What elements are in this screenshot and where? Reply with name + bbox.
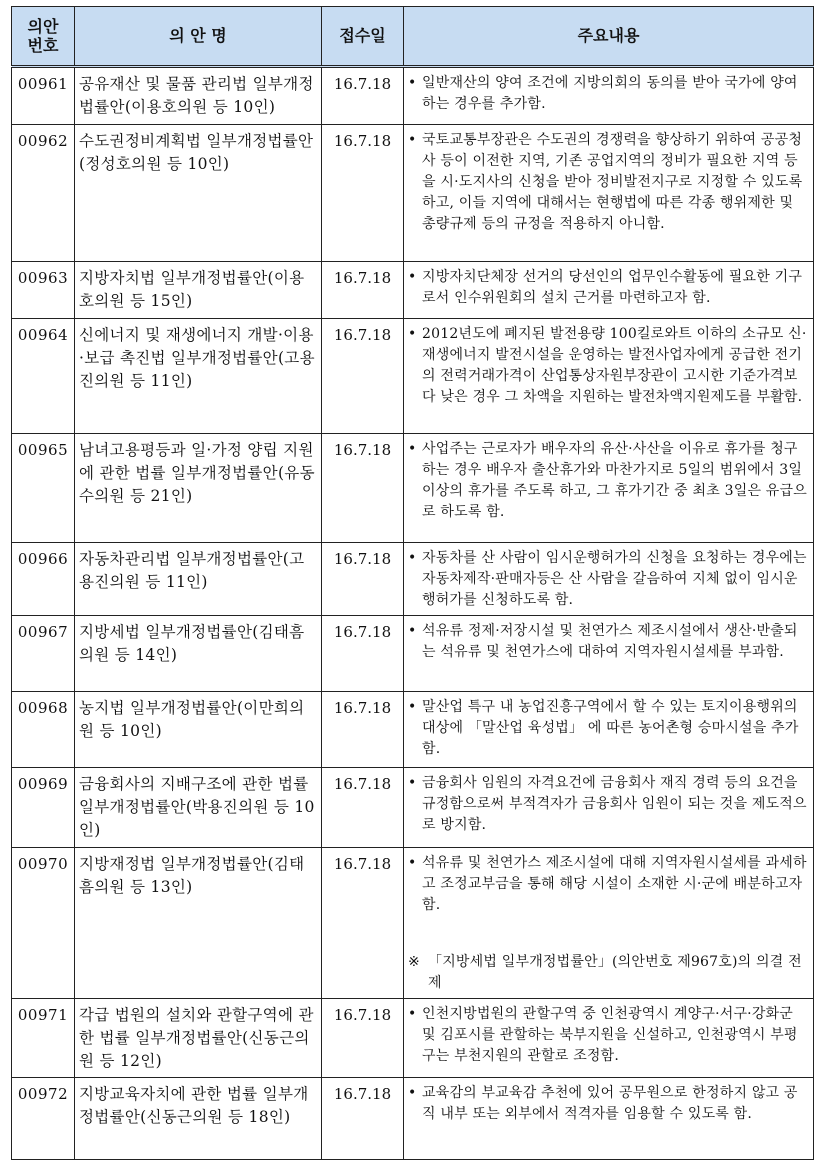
bullet-icon: • (408, 550, 417, 566)
table-row (12, 67, 814, 125)
main-content (404, 125, 814, 262)
bill-number: 00964 (12, 319, 75, 434)
bill-number: 00961 (12, 67, 75, 125)
bullet-icon: • (408, 132, 417, 148)
bill-name: 자동차관리법 일부개정법률안(고용진의원 등 11인) (75, 543, 322, 616)
main-content (404, 848, 814, 999)
content-text: 교육감의 부교육감 추천에 있어 공무원으로 한정하지 않고 공직 내부 또는 외부에서 적격자를 임용할 수 있도록 함. (422, 1085, 798, 1122)
bullet-icon: • (408, 1006, 417, 1022)
table-row (12, 319, 814, 434)
bill-name: 공유재산 및 물품 관리법 일부개정법률안(이용호의원 등 10인) (75, 67, 322, 125)
main-content (404, 67, 814, 125)
bill-number: 00967 (12, 616, 75, 692)
content-text: 인천지방법원의 관할구역 중 인천광역시 계양구·서구·강화군 및 김포시를 관할하는 북부지원을 신설하고, 인천광역시 부평구는 부천지원의 관할로 조정함. (422, 1006, 798, 1064)
bill-table-container (11, 6, 813, 1160)
bill-number: 00968 (12, 692, 75, 768)
main-content (404, 1078, 814, 1160)
bill-name: 수도권정비계획법 일부개정법률안(정성호의원 등 10인) (75, 125, 322, 262)
bullet-icon: • (408, 775, 417, 791)
bill-name: 지방교육자치에 관한 법률 일부개정법률안(신동근의원 등 18인) (75, 1078, 322, 1160)
bill-number: 00965 (12, 434, 75, 543)
bill-name: 지방세법 일부개정법률안(김태흠의원 등 14인) (75, 616, 322, 692)
received-date: 16.7.18 (322, 768, 404, 848)
content-text: 금융회사 임원의 자격요건에 금융회사 재직 경력 등의 요건을 규정함으로써 부적격자가 금융회사 임원이 되는 것을 제도적으로 방지함. (422, 775, 807, 833)
bill-name: 각급 법원의 설치와 관할구역에 관한 법률 일부개정법률안(신동근의원 등 12인) (75, 999, 322, 1078)
table-row (12, 434, 814, 543)
content-text: 석유류 및 천연가스 제조시설에 대해 지역자원시설세를 과세하고 조정교부금을 통해 해당 시설이 소재한 시·군에 배분하고자 함. (422, 855, 807, 913)
main-content (404, 319, 814, 434)
main-content (404, 543, 814, 616)
table-row (12, 999, 814, 1078)
bill-number: 00969 (12, 768, 75, 848)
main-content (404, 999, 814, 1078)
content-text: 사업주는 근로자가 배우자의 유산·사산을 이유로 휴가를 청구하는 경우 배우자 출산휴가와 마찬가지로 5일의 범위에서 3일 이상의 휴가를 주도록 하고, 그 휴가기간 중 최초 3일은 유급으로 하도록 함. (422, 441, 807, 520)
bill-number: 00963 (12, 262, 75, 319)
header-received-date: 접수일 (322, 7, 404, 67)
header-bill-name: 의 안 명 (75, 7, 322, 67)
bullet-icon: • (408, 269, 417, 285)
table-header-row (12, 7, 814, 67)
main-content (404, 768, 814, 848)
content-text: 일반재산의 양여 조건에 지방의회의 동의를 받아 국가에 양여하는 경우를 추가함. (422, 75, 798, 112)
bill-number: 00972 (12, 1078, 75, 1160)
table-row (12, 692, 814, 768)
table-row (12, 543, 814, 616)
received-date: 16.7.18 (322, 999, 404, 1078)
bill-number: 00970 (12, 848, 75, 999)
bullet-icon: • (408, 441, 417, 457)
bill-name: 신에너지 및 재생에너지 개발·이용·보급 촉진법 일부개정법률안(고용진의원 등 11인) (75, 319, 322, 434)
main-content (404, 692, 814, 768)
bullet-icon: • (408, 855, 417, 871)
received-date: 16.7.18 (322, 848, 404, 999)
received-date: 16.7.18 (322, 543, 404, 616)
content-text: 2012년도에 폐지된 발전용량 100킬로와트 이하의 소규모 신·재생에너지 발전시설을 운영하는 발전사업자에게 공급한 전기의 전력거래가격이 산업통상자원부장관이 고시한 기준가격보다 낮은 경우 그 차액을 지원하는 발전차액지원제도를 부활함. (422, 326, 807, 405)
bullet-icon: • (408, 1085, 417, 1101)
received-date: 16.7.18 (322, 67, 404, 125)
table-row (12, 125, 814, 262)
note-text: 「지방세법 일부개정법률안」(의안번호 제967호)의 의결 전제 (428, 954, 802, 991)
table-row (12, 1078, 814, 1160)
header-main-content: 주요내용 (404, 7, 814, 67)
table-row (12, 768, 814, 848)
bill-table (11, 6, 814, 1160)
table-row (12, 616, 814, 692)
main-content (404, 262, 814, 319)
content-text: 지방자치단체장 선거의 당선인의 업무인수활동에 필요한 기구로서 인수위원회의 설치 근거를 마련하고자 함. (422, 269, 803, 306)
received-date: 16.7.18 (322, 319, 404, 434)
content-text: 말산업 특구 내 농업진흥구역에서 할 수 있는 토지이용행위의 대상에 「말산업 육성법」 에 따른 농어촌형 승마시설을 추가함. (422, 699, 799, 757)
bill-number: 00962 (12, 125, 75, 262)
received-date: 16.7.18 (322, 692, 404, 768)
main-content (404, 616, 814, 692)
main-content (404, 434, 814, 543)
bill-name: 지방자치법 일부개정법률안(이용호의원 등 15인) (75, 262, 322, 319)
bill-name: 지방재정법 일부개정법률안(김태흠의원 등 13인) (75, 848, 322, 999)
header-bill-number: 의안 번호 (12, 7, 75, 67)
table-row (12, 848, 814, 999)
received-date: 16.7.18 (322, 1078, 404, 1160)
content-text: 석유류 정제·저장시설 및 천연가스 제조시설에서 생산·반출되는 석유류 및 천연가스에 대하여 지역자원시설세를 부과함. (422, 623, 798, 660)
received-date: 16.7.18 (322, 262, 404, 319)
reference-note (408, 952, 809, 994)
content-text: 국토교통부장관은 수도권의 경쟁력을 향상하기 위하여 공공청사 등이 이전한 지역, 기존 공업지역의 정비가 필요한 지역 등을 시·도지사의 신청을 받아 정비발전지구로 지정할 수 있도록 하고, 이들 지역에 대해서는 현행법에 따른 각종 행위제한 및 총량규제 등의 규정을 적용하지 아니함. (422, 132, 803, 232)
bullet-icon: • (408, 699, 417, 715)
received-date: 16.7.18 (322, 434, 404, 543)
content-text: 자동차를 산 사람이 임시운행허가의 신청을 요청하는 경우에는 자동차제작·판매자등은 산 사람을 갈음하여 지체 없이 임시운행허가를 신청하도록 함. (422, 550, 807, 608)
received-date: 16.7.18 (322, 125, 404, 262)
bill-name: 농지법 일부개정법률안(이만희의원 등 10인) (75, 692, 322, 768)
bullet-icon: • (408, 75, 417, 91)
bill-number: 00971 (12, 999, 75, 1078)
bill-name: 남녀고용평등과 일·가정 양립 지원에 관한 법률 일부개정법률안(유동수의원 등 21인) (75, 434, 322, 543)
bill-number: 00966 (12, 543, 75, 616)
bullet-icon: • (408, 326, 417, 342)
received-date: 16.7.18 (322, 616, 404, 692)
bullet-icon: • (408, 623, 417, 639)
reference-mark-icon: ※ (408, 954, 420, 970)
table-row (12, 262, 814, 319)
bill-name: 금융회사의 지배구조에 관한 법률 일부개정법률안(박용진의원 등 10인) (75, 768, 322, 848)
